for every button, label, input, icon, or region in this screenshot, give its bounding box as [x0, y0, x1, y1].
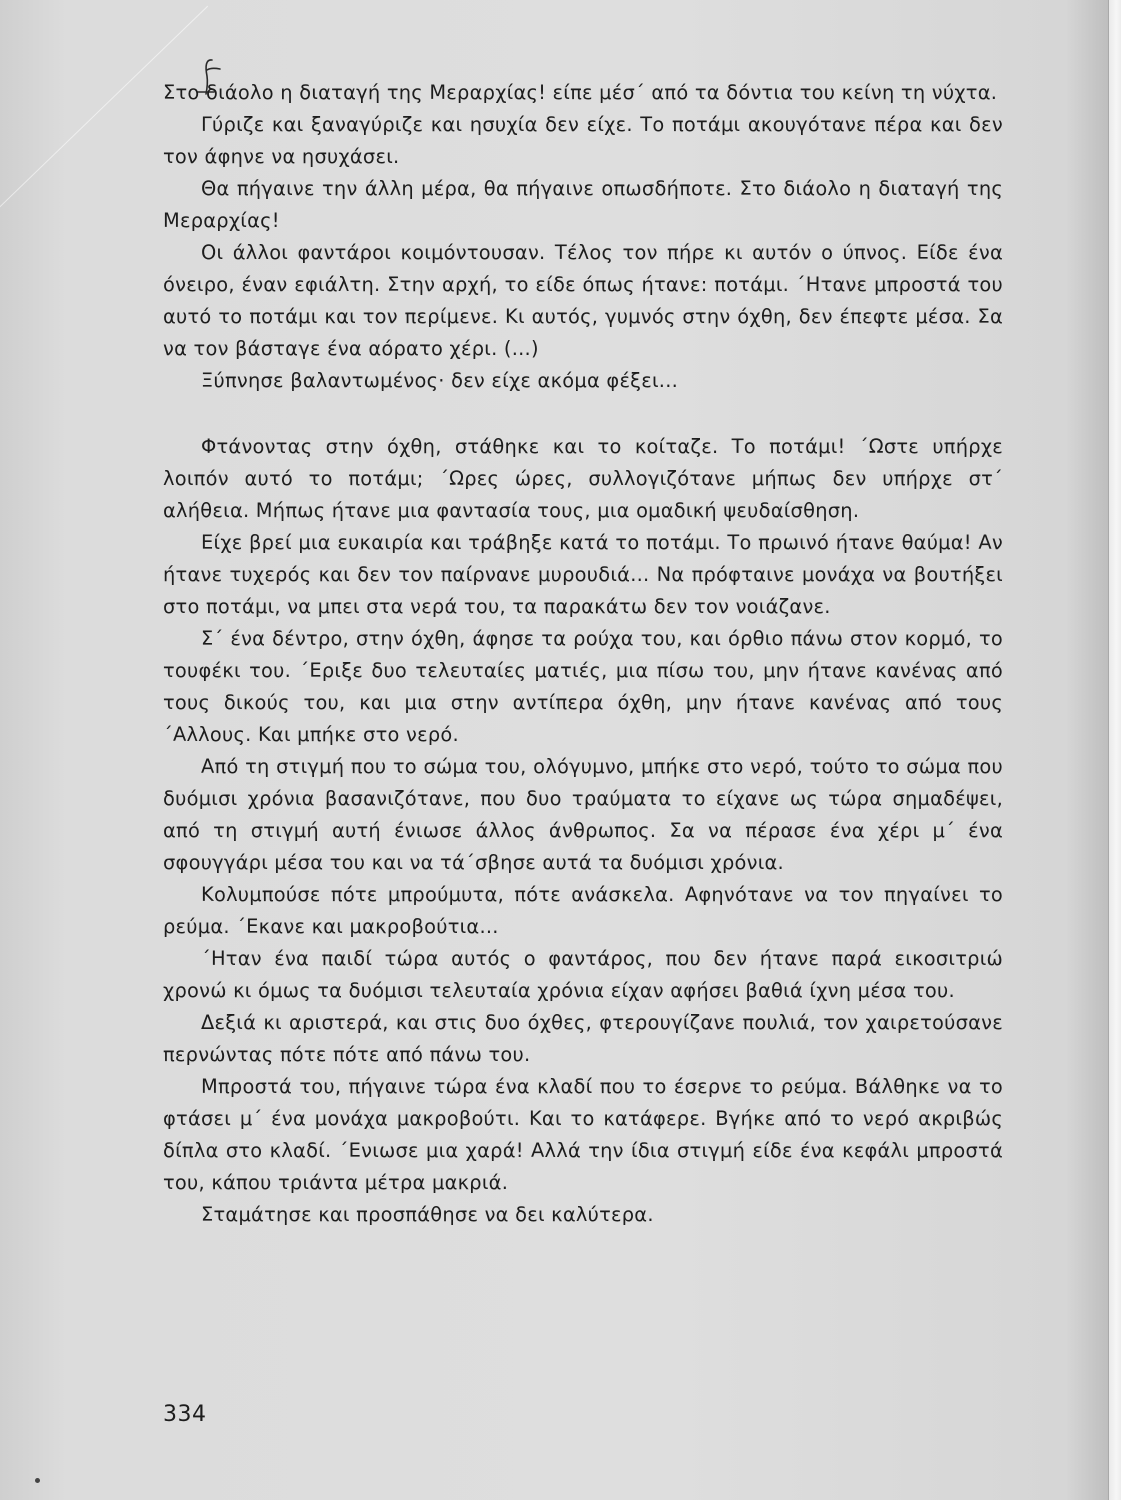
paragraph: Γύριζε και ξαναγύριζε και ησυχία δεν είχε. Το ποτάμι ακουγότανε πέρα και δεν τον άφηνε να ησυχάσει.: [163, 113, 1003, 168]
paragraph: Ξύπνησε βαλαντωμένος· δεν είχε ακόμα φέξει...: [201, 369, 679, 392]
paragraph: Φτάνοντας στην όχθη, στάθηκε και το κοίταζε. Το ποτάμι! ΄Ωστε υπήρχε λοιπόν αυτό το ποτάμι; ΄Ωρες ώρες, συλλογιζότανε μήπως δεν υπήρχε στ΄ αλήθεια. Μήπως ήτανε μια φαντασία τους, μια ομαδική ψευδαίσθηση.: [163, 435, 1003, 522]
paragraph: Είχε βρεί μια ευκαιρία και τράβηξε κατά το ποτάμι. Το πρωινό ήτανε θαύμα! Αν ήτανε τυχερός και δεν τον παίρνανε μυρουδιά... Να πρόφταινε μονάχα να βουτήξει στο ποτάμι, να μπει στα νερά του, τα παρακάτω δεν τον νοιάζανε.: [163, 531, 1003, 618]
paragraph: Σταμάτησε και προσπάθησε να δει καλύτερα.: [201, 1203, 654, 1226]
paragraph: Δεξιά κι αριστερά, και στις δυο όχθες, φτερουγίζανε πουλιά, τον χαιρετούσανε περνώντας πότε πότε από πάνω του.: [163, 1011, 1003, 1066]
section-break: [163, 397, 1003, 431]
paragraph: Στο διάολο η διαταγή της Μεραρχίας! είπε μέσ΄ από τα δόντια του κείνη τη νύχτα.: [163, 81, 998, 104]
page-number: 334: [163, 1402, 207, 1427]
paragraph: Οι άλλοι φαντάροι κοιμόντουσαν. Τέλος τον πήρε κι αυτόν ο ύπνος. Είδε ένα όνειρο, έναν εφιάλτη. Στην αρχή, το είδε όπως ήτανε: ποτάμι. ΄Ητανε μπροστά του αυτό το ποτάμι και τον περίμενε. Κι αυτός, γυμνός στην όχθη, δεν έπεφτε μέσα. Σα να τον βάσταγε ένα αόρατο χέρι. (...): [163, 241, 1003, 360]
paragraph: Θα πήγαινε την άλλη μέρα, θα πήγαινε οπωσδήποτε. Στο διάολο η διαταγή της Μεραρχίας!: [163, 177, 1003, 232]
paragraph: ΄Ηταν ένα παιδί τώρα αυτός ο φαντάρος, που δεν ήτανε παρά εικοσιτριώ χρονώ κι όμως τα δυόμισι τελευταία χρόνια είχαν αφήσει βαθιά ίχνη μέσα του.: [163, 947, 1003, 1002]
paragraph: Σ΄ ένα δέντρο, στην όχθη, άφησε τα ρούχα του, και όρθιο πάνω στον κορμό, το τουφέκι του. ΄Εριξε δυο τελευταίες ματιές, μια πίσω του, μην ήτανε κανένας από τους δικούς του, και μια στην αντίπερα όχθη, μην ήτανε κανένας από τους ΄Αλλους. Και μπήκε στο νερό.: [163, 627, 1003, 746]
paragraph: Από τη στιγμή που το σώμα του, ολόγυμνο, μπήκε στο νερό, τούτο το σώμα που δυόμισι χρόνια βασανιζότανε, που δυο τραύματα το είχανε ως τώρα σημαδέψει, από τη στιγμή αυτή ένιωσε άλλος άνθρωπος. Σα να πέρασε ένα χέρι μ΄ ένα σφουγγάρι μέσα του και να τά΄σβησε αυτά τα δυόμισι χρόνια.: [163, 755, 1003, 874]
body-text: [163, 77, 1003, 1231]
paragraph: Κολυμπούσε πότε μπρούμυτα, πότε ανάσκελα. Αφηνότανε να τον πηγαίνει το ρεύμα. ΄Εκανε και μακροβούτια...: [163, 883, 1003, 938]
paragraph: Μπροστά του, πήγαινε τώρα ένα κλαδί που το έσερνε το ρεύμα. Βάλθηκε να το φτάσει μ΄ ένα μονάχα μακροβούτι. Και το κατάφερε. Βγήκε από το νερό ακριβώς δίπλα στο κλαδί. ΄Ενιωσε μια χαρά! Αλλά την ίδια στιγμή είδε ένα κεφάλι μπροστά του, κάπου τριάντα μέτρα μακριά.: [163, 1075, 1003, 1194]
page-edge: [1108, 0, 1121, 1500]
paper-speck: [35, 1478, 40, 1483]
